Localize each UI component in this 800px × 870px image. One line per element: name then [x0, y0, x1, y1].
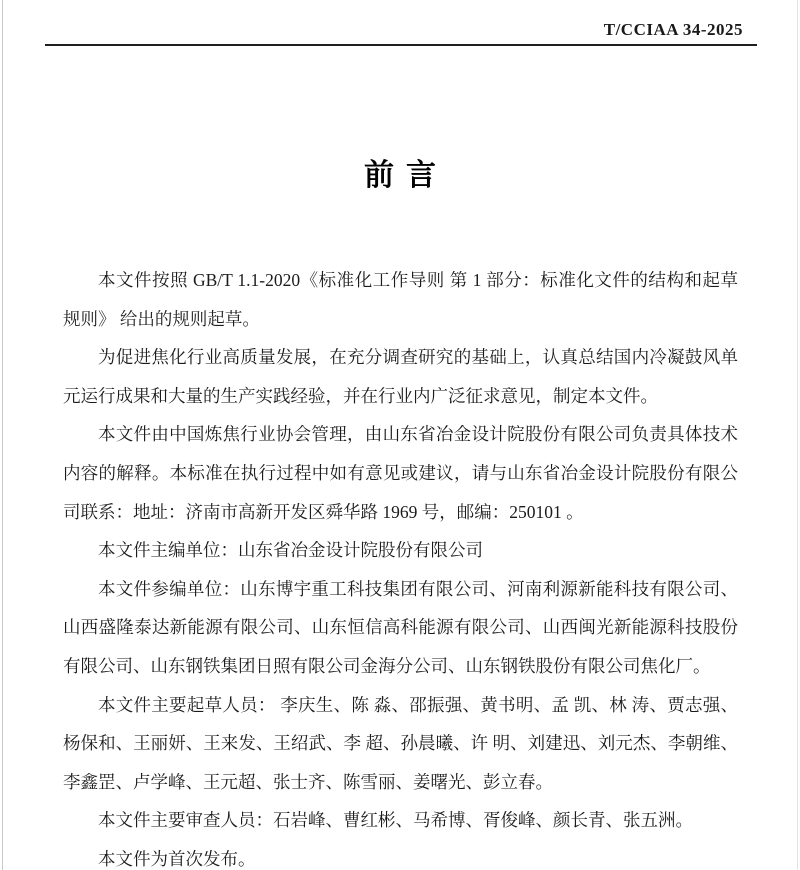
page-right-edge	[797, 0, 798, 870]
paragraph-purpose: 为促进焦化行业高质量发展，在充分调查研究的基础上，认真总结国内冷凝鼓风单元运行成果和大量的生产实践经验，并在行业内广泛征求意见，制定本文件。	[63, 347, 738, 406]
paragraph-drafters: 本文件主要起草人员： 李庆生、陈 淼、邵振强、黄书明、孟 凯、林 涛、贾志强、杨保和、王丽妍、王来发、王绍武、李 超、孙晨曦、许 明、刘建迅、刘元杰、李朝维、李鑫罡、卢学峰、王元超、张士齐、陈雪丽、姜曙光、彭立春。	[63, 694, 738, 792]
page-left-edge	[2, 0, 3, 870]
document-body	[63, 261, 738, 870]
paragraph-participating-units: 本文件参编单位：山东博宇重工科技集团有限公司、河南利源新能科技有限公司、山西盛隆泰达新能源有限公司、山东恒信高科能源有限公司、山西闽光新能源科技股份有限公司、山东钢铁集团日照有限公司金海分公司、山东钢铁股份有限公司焦化厂。	[63, 578, 738, 676]
header-rule	[45, 44, 757, 46]
paragraph-reviewers: 本文件主要审查人员：石岩峰、曹红彬、马希博、胥俊峰、颜长青、张五洲。	[98, 810, 693, 831]
paragraph-chief-editor-unit: 本文件主编单位：山东省冶金设计院股份有限公司	[98, 540, 483, 561]
standard-number: T/CCIAA 34-2025	[603, 20, 743, 39]
paragraph-drafting-rules: 本文件按照 GB/T 1.1-2020《标准化工作导则 第 1 部分：标准化文件的结构和起草规则》 给出的规则起草。	[63, 270, 738, 329]
page-header	[45, 20, 757, 46]
page-title: 前言	[364, 159, 448, 192]
paragraph-management-contact: 本文件由中国炼焦行业协会管理，由山东省冶金设计院股份有限公司负责具体技术内容的解释。本标准在执行过程中如有意见或建议，请与山东省冶金设计院股份有限公司联系：地址：济南市高新开发区舜华路 1969 号，邮编：250101 。	[63, 424, 738, 522]
paragraph-first-release: 本文件为首次发布。	[98, 848, 256, 869]
